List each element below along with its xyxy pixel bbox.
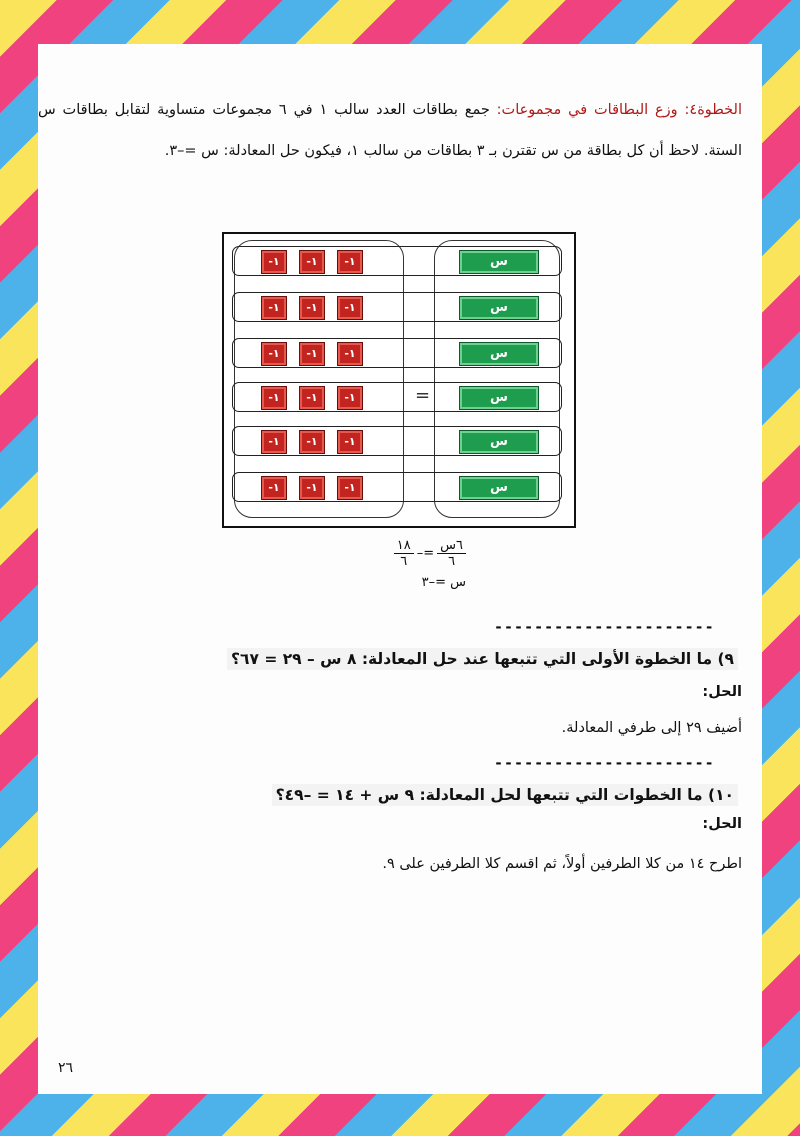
tile-row xyxy=(232,338,562,368)
x-tile: س xyxy=(459,386,539,410)
q10-answer: اطرح ١٤ من كلا الطرفين أولاً، ثم اقسم كلا الطرفين على ٩. xyxy=(382,856,742,872)
x-tile: س xyxy=(459,342,539,366)
neg-one-tile: ١- xyxy=(261,476,287,500)
x-tile: س xyxy=(459,250,539,274)
tile-row xyxy=(232,426,562,456)
question-9: ٩) ما الخطوة الأولى التي تتبعها عند حل المعادلة: ٨ س – ٢٩ = ٦٧؟ xyxy=(227,648,738,670)
fraction-equation xyxy=(356,538,466,590)
q9-answer: أضيف ٢٩ إلى طرفي المعادلة. xyxy=(561,720,742,736)
equation-result: س =–٣ xyxy=(421,575,466,590)
tile-row xyxy=(232,382,562,412)
neg-one-tile: ١- xyxy=(261,250,287,274)
equals-minus: =– xyxy=(416,546,435,561)
step4-label: الخطوة٤: وزع البطاقات في مجموعات: xyxy=(496,102,742,118)
left-fraction: $\frac{\text{٦س}}{٦}$ xyxy=(437,538,466,569)
neg-one-tile: ١- xyxy=(299,476,325,500)
neg-one-tile: ١- xyxy=(337,386,363,410)
x-tile: س xyxy=(459,476,539,500)
neg-one-tile: ١- xyxy=(261,342,287,366)
tile-row xyxy=(232,246,562,276)
q9-solution-label: الحل: xyxy=(702,684,742,700)
q10-solution-label: الحل: xyxy=(702,816,742,832)
equals-sign: = xyxy=(415,385,431,406)
neg-one-tile: ١- xyxy=(299,250,325,274)
neg-one-tile: ١- xyxy=(299,386,325,410)
step4-text: جمع بطاقات العدد سالب ١ في ٦ مجموعات متساوية لتقابل بطاقات س الستة. لاحظ أن كل بطاقة من س تقترن بـ ٣ بطاقات من سالب ١، فيكون حل المعادلة: س =–٣. xyxy=(38,102,742,159)
tile-row xyxy=(232,292,562,322)
neg-one-tile: ١- xyxy=(337,342,363,366)
page-sheet xyxy=(38,44,762,1094)
algebra-tiles-model xyxy=(222,232,576,528)
neg-one-tile: ١- xyxy=(261,296,287,320)
right-fraction: $\frac{١٨}{٦}$ xyxy=(394,538,414,569)
neg-one-tile: ١- xyxy=(337,430,363,454)
question-10: ١٠) ما الخطوات التي تتبعها لحل المعادلة: ٩ س + ١٤ = –٤٩؟ xyxy=(272,784,738,806)
neg-one-tile: ١- xyxy=(299,296,325,320)
neg-one-tile: ١- xyxy=(299,342,325,366)
separator-1: ---------------------- xyxy=(494,618,715,636)
neg-one-tile: ١- xyxy=(337,476,363,500)
neg-one-tile: ١- xyxy=(261,386,287,410)
neg-one-tile: ١- xyxy=(261,430,287,454)
tile-row xyxy=(232,472,562,502)
neg-one-tile: ١- xyxy=(337,296,363,320)
x-tile: س xyxy=(459,296,539,320)
separator-2: ---------------------- xyxy=(494,754,715,772)
x-tile: س xyxy=(459,430,539,454)
neg-one-tile: ١- xyxy=(337,250,363,274)
page-number: ٢٦ xyxy=(58,1060,74,1076)
step4-paragraph xyxy=(38,90,742,172)
neg-one-tile: ١- xyxy=(299,430,325,454)
